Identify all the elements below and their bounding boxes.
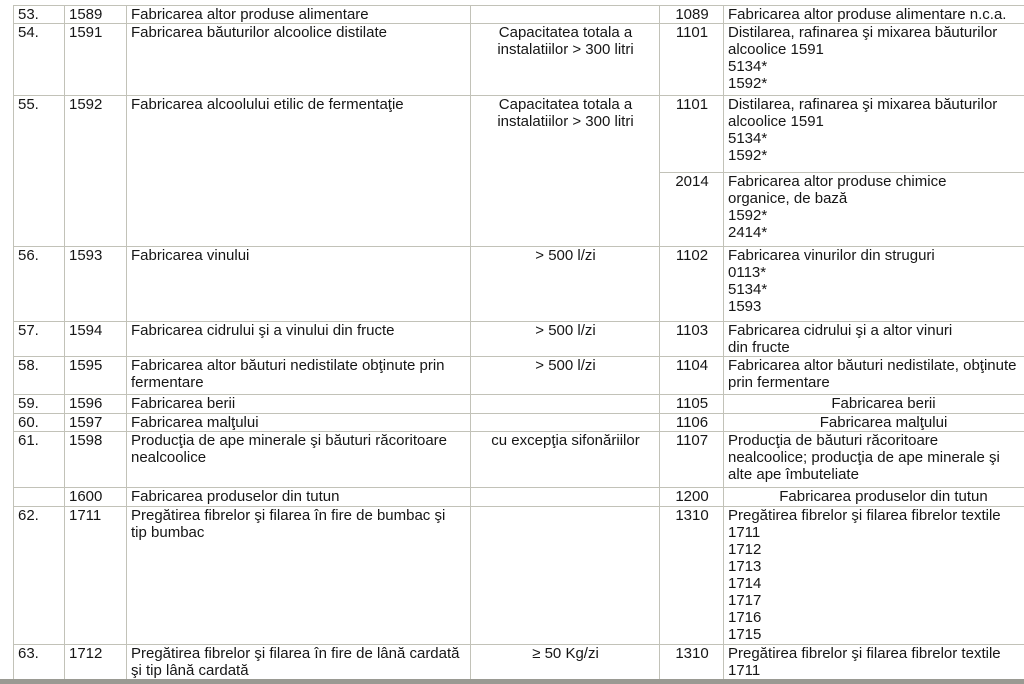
text-line: 1711 [728,524,761,541]
condition-cell [471,488,660,507]
text-line: Fabricarea altor produse chimice [728,173,947,190]
new-activity-name-cell [724,247,1024,322]
new-code-cell: 1102 [660,247,724,322]
condition-cell [471,322,660,357]
new-activity-name-cell [724,173,1024,247]
old-activity-name-cell [127,24,471,96]
text-line: organice, de bază [728,190,848,207]
text-line: > 500 l/zi [535,322,596,339]
text-line: > 500 l/zi [535,357,596,374]
table-row [14,507,1024,645]
table-row [14,322,1024,357]
old-code-cell: 1711 [65,507,127,645]
text-line: Pregătirea fibrelor şi filarea fibrelor textile [728,645,1001,662]
text-line: Fabricarea cidrului şi a vinului din fructe [131,322,395,339]
text-line: 1592* [728,75,768,92]
old-code-cell: 1592 [65,96,127,247]
text-line: Fabricarea vinului [131,247,250,264]
text-line: > 500 l/zi [535,247,596,264]
text-line: cu excepţia sifonăriilor [491,432,640,449]
text-line: Fabricarea altor produse alimentare [131,6,369,23]
text-line: 1713 [728,558,762,575]
text-line: instalatiilor > 300 litri [497,113,634,130]
condition-cell [471,24,660,96]
table-row [14,24,1024,96]
page-bottom-bar [0,679,1024,684]
text-line: 5134* [728,281,768,298]
text-line: Fabricarea băuturilor alcoolice distilate [131,24,387,41]
text-line: tip bumbac [131,524,205,541]
new-code-cell: 1101 [660,24,724,96]
old-code-cell: 1596 [65,395,127,414]
text-line: 1712 [728,541,762,558]
new-code-cell: 1103 [660,322,724,357]
text-line: prin fermentare [728,374,830,391]
caen-mapping-table [13,5,1024,684]
text-line: Fabricarea malţului [131,414,259,431]
old-code-cell: 1712 [65,645,127,684]
old-code-cell: 1591 [65,24,127,96]
text-line: 1717 [728,592,762,609]
old-activity-name-cell [127,96,471,247]
text-line: 1716 [728,609,762,626]
condition-cell [471,357,660,395]
row-number-cell: 59. [14,395,65,414]
text-line: şi tip lână cardată [131,662,249,679]
text-line: Distilarea, rafinarea şi mixarea băuturilor [728,24,998,41]
text-line: Distilarea, rafinarea şi mixarea băuturilor [728,96,998,113]
condition-cell [471,6,660,24]
text-line: Producţia de băuturi răcoritoare [728,432,939,449]
text-line: alcoolice 1591 [728,41,824,58]
condition-cell [471,507,660,645]
text-line: Fabricarea berii [831,395,936,412]
text-line: 5134* [728,130,768,147]
row-number-cell: 55. [14,96,65,247]
text-line: fermentare [131,374,204,391]
old-code-cell: 1593 [65,247,127,322]
table-row [14,488,1024,507]
text-line: Fabricarea altor băuturi nedistilate, obţinute [728,357,1017,374]
text-line: instalatiilor > 300 litri [497,41,634,58]
row-number-cell: 57. [14,322,65,357]
table-row [14,357,1024,395]
text-line: Capacitatea totala a [498,96,633,113]
new-activity-name-cell [724,432,1024,488]
old-code-cell: 1597 [65,414,127,432]
text-line: alcoolice 1591 [728,113,824,130]
text-line: Pregătirea fibrelor şi filarea fibrelor textile [728,507,1001,524]
row-number-cell: 58. [14,357,65,395]
new-activity-name-cell [724,395,1024,414]
old-code-cell: 1595 [65,357,127,395]
new-code-cell: 1107 [660,432,724,488]
row-number-cell: 54. [14,24,65,96]
text-line: Producţia de ape minerale şi băuturi răcoritoare [131,432,448,449]
old-activity-name-cell [127,322,471,357]
new-activity-name-cell [724,322,1024,357]
table-row [14,395,1024,414]
row-number-cell: 61. [14,432,65,488]
text-line: 5134* [728,58,768,75]
old-activity-name-cell [127,488,471,507]
caen-mapping-table-body [14,6,1024,684]
text-line: 1593 [728,298,762,315]
text-line: Fabricarea altor băuturi nedistilate obţinute prin [131,357,445,374]
new-activity-name-cell [724,6,1024,24]
new-activity-name-cell [724,96,1024,173]
text-line: Fabricarea altor produse alimentare n.c.a. [728,6,1007,23]
condition-cell [471,432,660,488]
text-line: 1715 [728,626,762,643]
new-code-cell: 2014 [660,173,724,247]
condition-cell [471,247,660,322]
table-row [14,247,1024,322]
text-line: Fabricarea cidrului şi a altor vinuri [728,322,953,339]
text-line: 1592* [728,207,768,224]
row-number-cell: 56. [14,247,65,322]
new-code-cell: 1105 [660,395,724,414]
new-code-cell: 1310 [660,507,724,645]
old-activity-name-cell [127,247,471,322]
text-line: 1711 [728,662,761,679]
text-line: 1714 [728,575,762,592]
text-line: Fabricarea produselor din tutun [779,488,988,505]
text-line: Fabricarea malţului [819,414,948,431]
new-activity-name-cell [724,507,1024,645]
old-activity-name-cell [127,507,471,645]
new-code-cell: 1101 [660,96,724,173]
text-line: 1592* [728,147,768,164]
old-activity-name-cell [127,432,471,488]
text-line: alte ape îmbuteliate [728,466,859,483]
table-row [14,96,1024,173]
old-code-cell: 1589 [65,6,127,24]
text-line: Fabricarea vinurilor din struguri [728,247,935,264]
new-code-cell: 1104 [660,357,724,395]
text-line: Fabricarea produselor din tutun [131,488,340,505]
row-number-cell: 60. [14,414,65,432]
old-activity-name-cell [127,395,471,414]
old-code-cell: 1594 [65,322,127,357]
new-activity-name-cell [724,488,1024,507]
text-line: Capacitatea totala a [498,24,633,41]
text-line: Fabricarea alcoolului etilic de fermentaţie [131,96,404,113]
old-activity-name-cell [127,357,471,395]
text-line: 2414* [728,224,768,241]
condition-cell [471,96,660,247]
text-line: Pregătirea fibrelor şi filarea în fire de bumbac şi [131,507,446,524]
table-row [14,414,1024,432]
condition-cell [471,414,660,432]
row-number-cell [14,488,65,507]
text-line: Pregătirea fibrelor şi filarea în fire de lână cardată [131,645,460,662]
old-activity-name-cell [127,6,471,24]
old-code-cell: 1598 [65,432,127,488]
new-code-cell: 1310 [660,645,724,684]
text-line: Fabricarea berii [131,395,236,412]
new-code-cell: 1089 [660,6,724,24]
condition-cell [471,395,660,414]
text-line: ≥ 50 Kg/zi [532,645,599,662]
new-activity-name-cell [724,357,1024,395]
text-line: nealcoolice; producţia de ape minerale şi [728,449,1000,466]
row-number-cell: 53. [14,6,65,24]
row-number-cell: 63. [14,645,65,684]
table-row [14,432,1024,488]
table-row [14,6,1024,24]
old-code-cell: 1600 [65,488,127,507]
row-number-cell: 62. [14,507,65,645]
new-activity-name-cell [724,24,1024,96]
new-code-cell: 1200 [660,488,724,507]
new-code-cell: 1106 [660,414,724,432]
text-line: din fructe [728,339,790,356]
new-activity-name-cell [724,414,1024,432]
text-line: nealcoolice [131,449,207,466]
old-activity-name-cell [127,414,471,432]
text-line: 0113* [728,264,767,281]
